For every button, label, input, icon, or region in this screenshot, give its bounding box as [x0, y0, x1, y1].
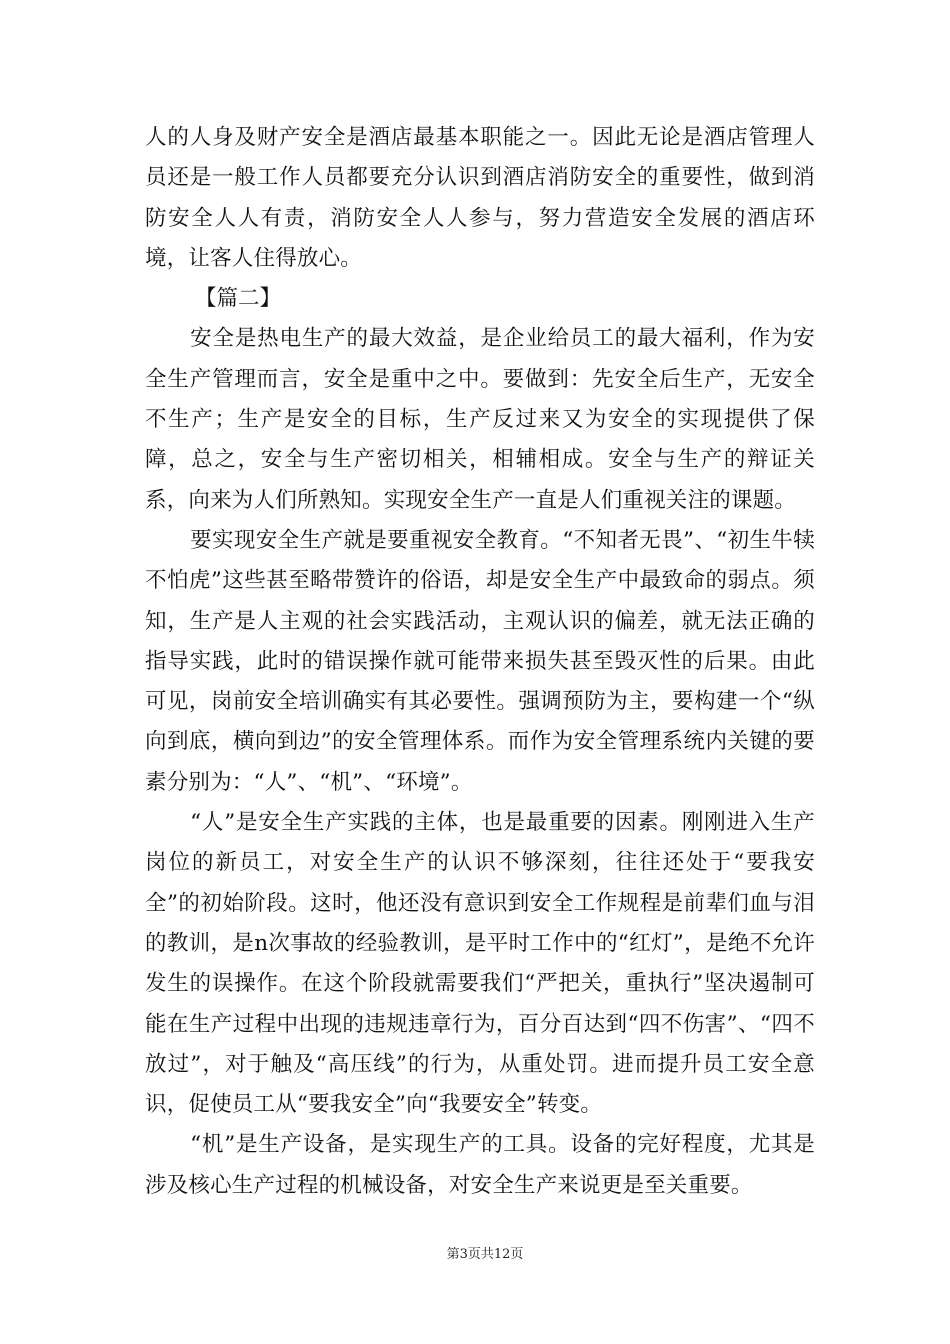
paragraph-machine-factor: “机”是生产设备，是实现生产的工具。设备的完好程度，尤其是涉及核心生产过程的机械设备，对安全生产来说更是至关重要。 [145, 1132, 815, 1198]
page-number-footer: 第3页共12页 [446, 1247, 524, 1262]
paragraph-safety-benefit: 安全是热电生产的最大效益，是企业给员工的最大福利，作为安全生产管理而言，安全是重中之中。要做到：先安全后生产，无安全不生产；生产是安全的目标，生产反过来又为安全的实现提供了保障，总之，安全与生产密切相关，相辅相成。安全与生产的辩证关系，向来为人们所熟知。实现安全生产一直是人们重视关注的课题。 [145, 326, 815, 513]
paragraph-human-factor: “人”是安全生产实践的主体，也是最重要的因素。刚刚进入生产岗位的新员工，对安全生产的认识不够深刻，往往还处于“要我安全”的初始阶段。这时，他还没有意识到安全工作规程是前辈们血与泪的教训，是n次事故的经验教训，是平时工作中的“红灯”，是绝不允许发生的误操作。在这个阶段就需要我们“严把关，重执行”坚决遏制可能在生产过程中出现的违规违章行为，百分百达到“四不伤害”、“四不放过”，对于触及“高压线”的行为，从重处罚。进而提升员工安全意识，促使员工从“要我安全”向“我要安全”转变。 [145, 810, 815, 1118]
paragraph-safety-education: 要实现安全生产就是要重视安全教育。“不知者无畏”、“初生牛犊不怕虎”这些甚至略带赞许的俗语，却是安全生产中最致命的弱点。须知，生产是人主观的社会实践活动，主观认识的偏差，就无法正确的指导实践，此时的错误操作就可能带来损失甚至毁灭性的后果。由此可见，岗前安全培训确实有其必要性。强调预防为主，要构建一个“纵向到底，横向到边”的安全管理体系。而作为安全管理系统内关键的要素分别为：“人”、“机”、“环境”。 [145, 527, 815, 795]
paragraph-intro-continued: 人的人身及财产安全是酒店最基本职能之一。因此无论是酒店管理人员还是一般工作人员都要充分认识到酒店消防安全的重要性，做到消防安全人人有责，消防安全人人参与，努力营造安全发展的酒店环境，让客人住得放心。 [145, 125, 815, 271]
section-heading: 【篇二】 [195, 286, 282, 312]
document-body [145, 118, 815, 1206]
